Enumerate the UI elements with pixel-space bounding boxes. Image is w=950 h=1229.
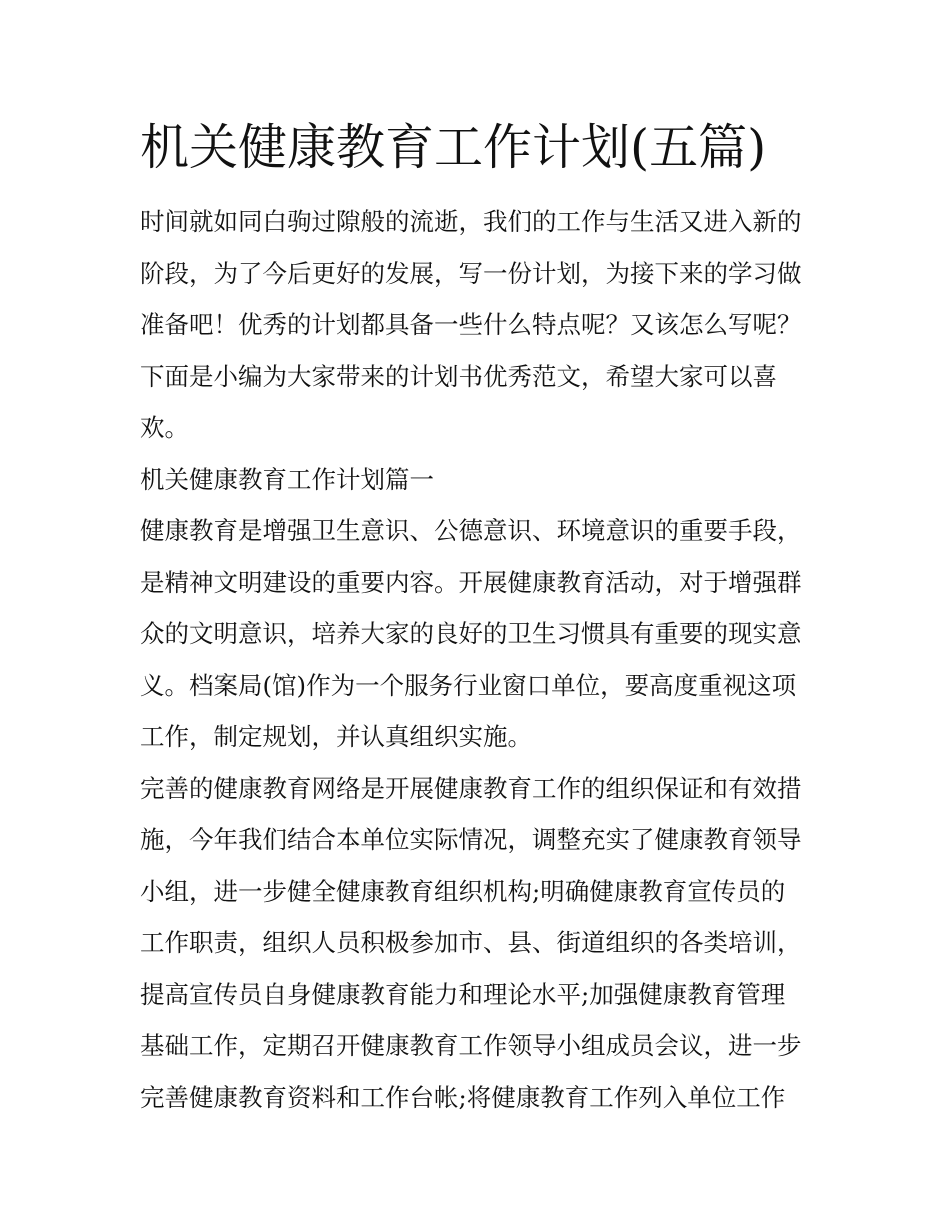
intro-line-4: 下面是小编为大家带来的计划书优秀范文，希望大家可以喜 xyxy=(140,361,777,391)
document-body xyxy=(140,196,812,1123)
paragraph-1-line-5: 工作，制定规划，并认真组织实施。 xyxy=(140,722,532,751)
paragraph-2-line-2: 施，今年我们结合本单位实际情况，调整充实了健康教育领导 xyxy=(140,825,802,854)
paragraph-2-line-7: 完善健康教育资料和工作台帐;将健康教育工作列入单位工作 xyxy=(140,1082,786,1112)
paragraph-2-line-4: 工作职责，组织人员积极参加市、县、街道组织的各类培训， xyxy=(140,928,802,957)
paragraph-1-line-1: 健康教育是增强卫生意识、公德意识、环境意识的重要手段， xyxy=(140,516,802,545)
intro-line-5: 欢。 xyxy=(140,413,189,442)
intro-line-1: 时间就如同白驹过隙般的流逝，我们的工作与生活又进入新的 xyxy=(140,207,802,236)
paragraph-1-line-3: 众的文明意识，培养大家的良好的卫生习惯具有重要的现实意 xyxy=(140,619,802,648)
paragraph-2-line-3: 小组，进一步健全健康教育组织机构;明确健康教育宣传员的 xyxy=(140,876,786,906)
document-title: 机关健康教育工作计划(五篇) xyxy=(140,119,767,176)
intro-line-2: 阶段，为了今后更好的发展，写一份计划，为接下来的学习做 xyxy=(140,258,802,288)
paragraph-1-line-2: 是精神文明建设的重要内容。开展健康教育活动，对于增强群 xyxy=(140,567,802,597)
paragraph-2-line-1: 完善的健康教育网络是开展健康教育工作的组织保证和有效措 xyxy=(140,773,802,803)
paragraph-1-line-4: 义。档案局(馆)作为一个服务行业窗口单位，要高度重视这项 xyxy=(140,670,797,700)
intro-line-3: 准备吧！优秀的计划都具备一些什么特点呢？又该怎么写呢？ xyxy=(140,310,802,339)
section-heading: 机关健康教育工作计划篇一 xyxy=(140,464,434,494)
paragraph-2-line-5: 提高宣传员自身健康教育能力和理论水平;加强健康教育管理 xyxy=(140,979,786,1009)
paragraph-2-line-6: 基础工作，定期召开健康教育工作领导小组成员会议，进一步 xyxy=(140,1031,802,1060)
